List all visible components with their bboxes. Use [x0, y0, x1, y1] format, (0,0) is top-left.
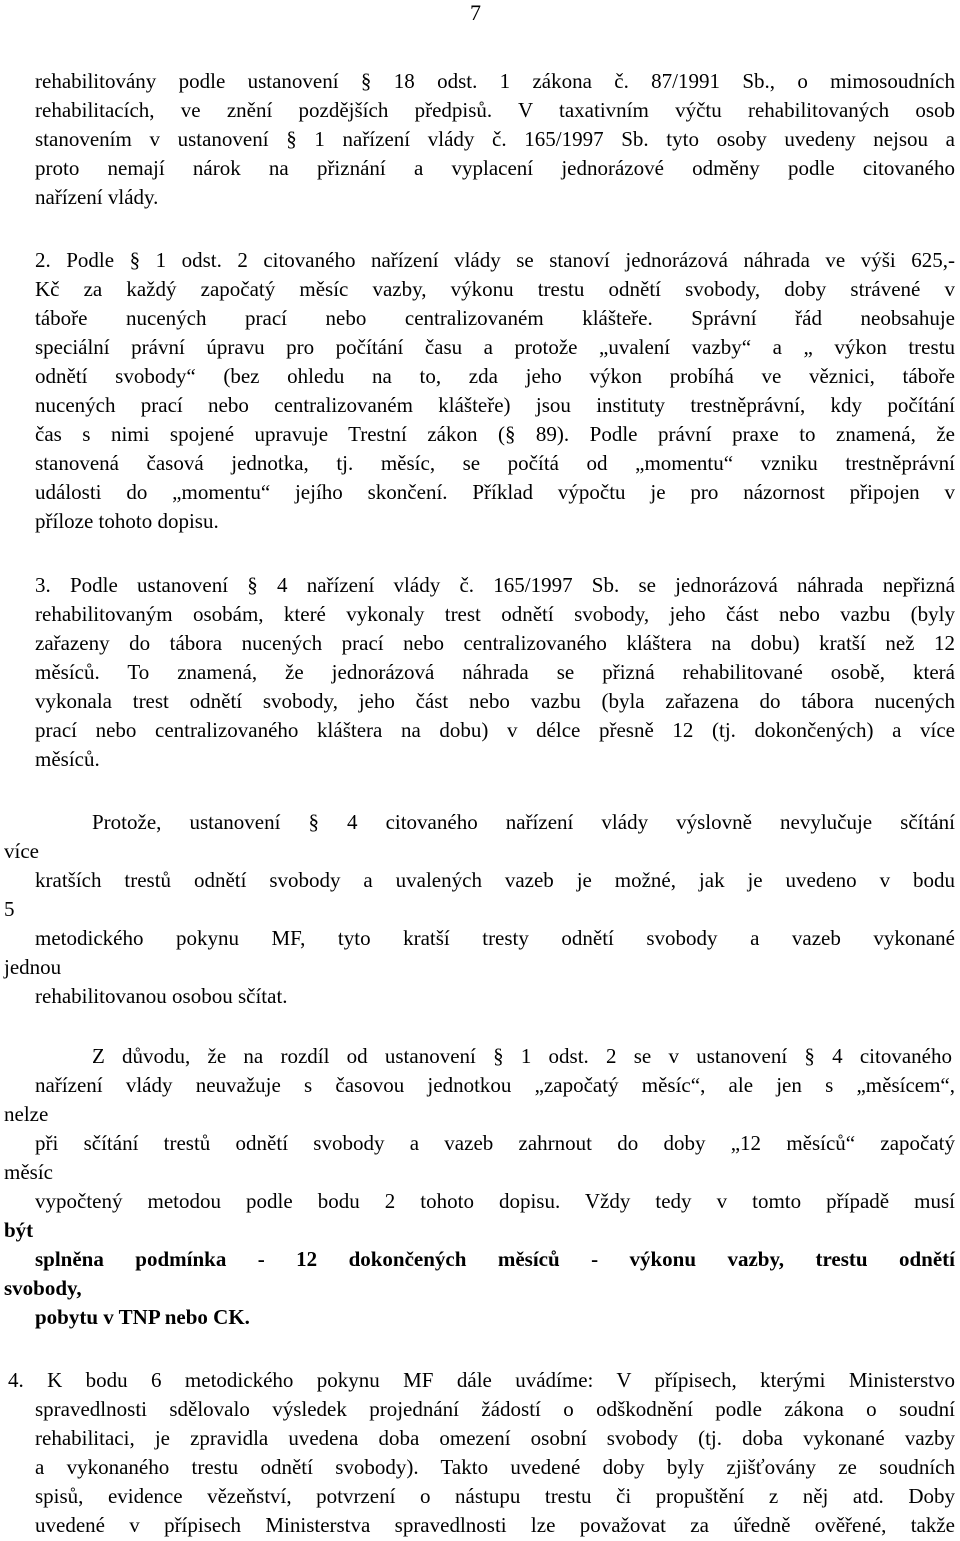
text-line: 4. K bodu 6 metodického pokynu MF dále uvádíme: V přípisech, kterými Ministerstvo	[8, 1368, 955, 1392]
text-line: být	[4, 1218, 34, 1242]
text-line: měsíců.	[35, 747, 100, 771]
text-line: speciální právní úpravu pro počítání času a protože „uvalení vazby“ a „ výkon trestu	[35, 335, 955, 359]
text-line: splněna podmínka - 12 dokončených měsíců - výkonu vazby, trestu odnětí	[35, 1247, 955, 1271]
text-line: vykonala trest odnětí svobody, jeho část nebo vazbu (byla zařazena do tábora nucených	[35, 689, 955, 713]
text-line: měsíc	[4, 1160, 53, 1184]
text-line: Kč za každý započatý měsíc vazby, výkonu trestu odnětí svobody, doby strávené v	[35, 277, 955, 301]
text-line: události do „momentu“ jejího skončení. Příklad výpočtu je pro názornost připojen v	[35, 480, 955, 504]
text-line: rehabilitacích, ve znění pozdějších předpisů. V taxativním výčtu rehabilitovaných osob	[35, 98, 955, 122]
text-line: jednou	[4, 955, 62, 979]
page-number: 7	[470, 0, 481, 25]
text-line: pobytu v TNP nebo CK.	[35, 1305, 250, 1329]
text-line: rehabilitaci, je zpravidla uvedena doba omezení osobní svobody (tj. doba vykonané vazby	[35, 1426, 955, 1450]
text-line: stanovením v ustanovení § 1 nařízení vlády č. 165/1997 Sb. tyto osoby uvedeny nejsou a	[35, 127, 955, 151]
text-line: Protože, ustanovení § 4 citovaného nařízení vlády výslovně nevylučuje sčítání	[92, 810, 955, 834]
text-line: 3. Podle ustanovení § 4 nařízení vlády č. 165/1997 Sb. se jednorázová náhrada nepřizná	[35, 573, 955, 597]
text-line: spisů, evidence vězeňství, potvrzení o nástupu trestu či propuštění z něj atd. Doby	[35, 1484, 955, 1508]
text-line: svobody,	[4, 1276, 82, 1300]
text-line: metodického pokynu MF, tyto kratší tresty odnětí svobody a vazeb vykonané	[35, 926, 955, 950]
text-line: 2. Podle § 1 odst. 2 citovaného nařízení vlády se stanoví jednorázová náhrada ve výši 625,-	[35, 248, 955, 272]
text-line: táboře nucených prací nebo centralizovaném klášteře. Správní řád neobsahuje	[35, 306, 955, 330]
text-line: nařízení vlády.	[35, 185, 159, 209]
text-line: nařízení vlády neuvažuje s časovou jednotkou „započatý měsíc“, ale jen s „měsícem“,	[35, 1073, 955, 1097]
text-line: rehabilitovaným osobám, které vykonaly trest odnětí svobody, jeho část nebo vazbu (byly	[35, 602, 955, 626]
text-line: při sčítání trestů odnětí svobody a vazeb zahrnout do doby „12 měsíců“ započatý	[35, 1131, 955, 1155]
text-line: rehabilitovány podle ustanovení § 18 odst. 1 zákona č. 87/1991 Sb., o mimosoudních	[35, 69, 955, 93]
text-line: nelze	[4, 1102, 49, 1126]
text-line: zařazeny do tábora nucených prací nebo centralizovaného kláštera na dobu) kratší než 12	[35, 631, 955, 655]
text-line: čas s nimi spojené upravuje Trestní zákon (§ 89). Podle právní praxe to znamená, že	[35, 422, 955, 446]
text-line: odnětí svobody“ (bez ohledu na to, zda jeho výkon probíhá ve věznici, táboře	[35, 364, 955, 388]
text-line: Z důvodu, že na rozdíl od ustanovení § 1 odst. 2 se v ustanovení § 4 citovaného	[92, 1044, 952, 1068]
text-line: prací nebo centralizovaného kláštera na dobu) v délce přesně 12 (tj. dokončených) a více	[35, 718, 955, 742]
text-line: více	[4, 839, 39, 863]
text-line: stanovená časová jednotka, tj. měsíc, se počítá od „momentu“ vzniku trestněprávní	[35, 451, 955, 475]
text-line: uvedené v přípisech Ministerstva spravedlnosti lze považovat za úředně ověřené, takže	[35, 1513, 955, 1537]
text-line: spravedlnosti sdělovalo výsledek projednání žádostí o odškodnění podle zákona o soudní	[35, 1397, 955, 1421]
text-line: vypočtený metodou podle bodu 2 tohoto dopisu. Vždy tedy v tomto případě musí	[35, 1189, 955, 1213]
text-line: a vykonaného trestu odnětí svobody). Takto uvedené doby byly zjišťovány ze soudních	[35, 1455, 955, 1479]
text-line: rehabilitovanou osobou sčítat.	[35, 984, 288, 1008]
text-line: nucených prací nebo centralizovaném klášteře) jsou instituty trestněprávní, kdy počítání	[35, 393, 955, 417]
text-line: proto nemají nárok na přiznání a vyplacení jednorázové odměny podle citovaného	[35, 156, 955, 180]
text-line: měsíců. To znamená, že jednorázová náhrada se přizná rehabilitované osobě, která	[35, 660, 955, 684]
text-line: 5	[4, 897, 15, 921]
text-line: příloze tohoto dopisu.	[35, 509, 219, 533]
text-line: kratších trestů odnětí svobody a uvalených vazeb je možné, jak je uvedeno v bodu	[35, 868, 955, 892]
